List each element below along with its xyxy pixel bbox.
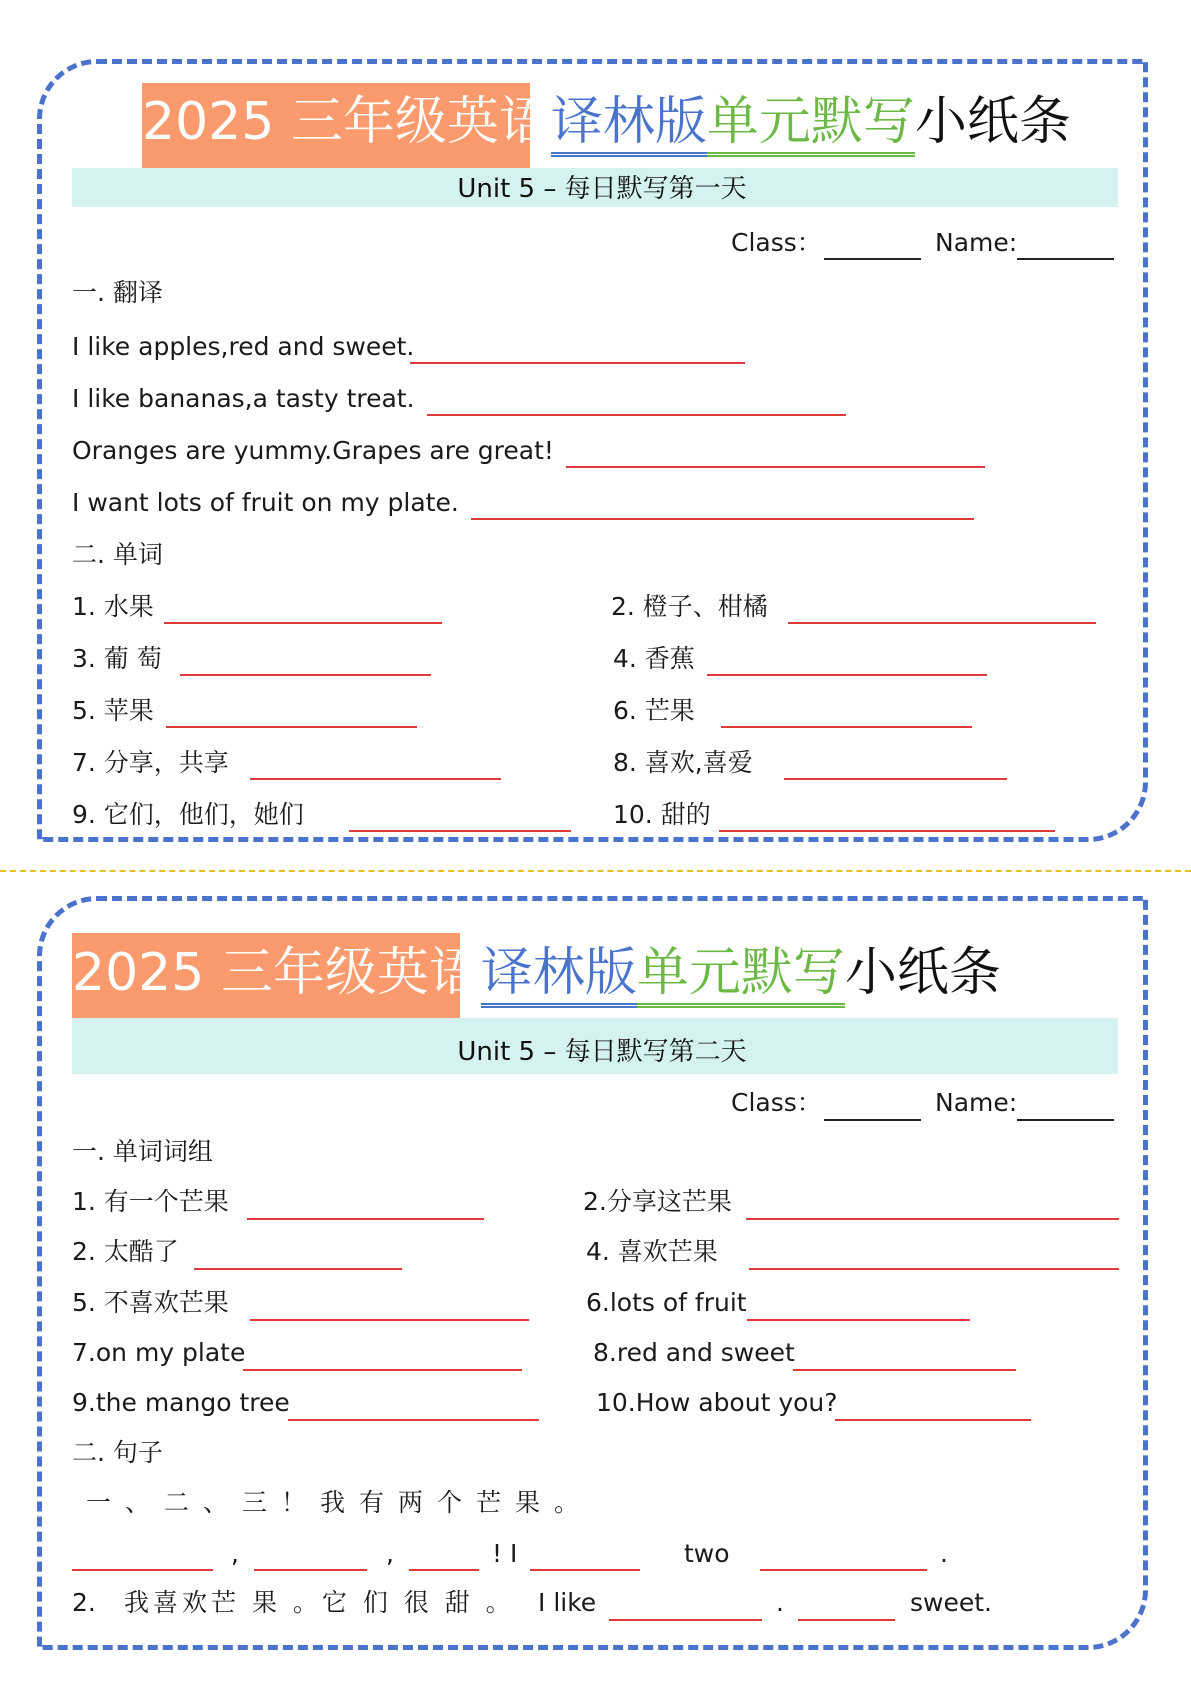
class-label: Class： — [731, 1088, 822, 1117]
title-slip: 小纸条 — [914, 92, 1071, 152]
section-heading-sentences: 二. 句子 — [72, 1438, 163, 1467]
translate-item-1: I like apples,red and sweet. — [72, 332, 415, 361]
phrase-item-4: 4. 喜欢芒果 — [586, 1237, 718, 1266]
answer-line[interactable] — [471, 518, 974, 520]
phrase-item-5: 5. 不喜欢芒果 — [72, 1288, 229, 1317]
word-item-8: 8. 喜欢,喜爱 — [613, 748, 753, 777]
answer-line[interactable] — [166, 726, 417, 728]
section-heading-phrases: 一. 单词词组 — [72, 1137, 213, 1166]
phrase-item-10: 10.How about you? — [596, 1388, 838, 1417]
answer-line[interactable] — [760, 1569, 927, 1571]
name-label: Name: — [935, 228, 1018, 257]
name-field[interactable] — [1017, 1119, 1114, 1121]
answer-line[interactable] — [798, 1619, 895, 1621]
answer-line[interactable] — [250, 1319, 529, 1321]
answer-line[interactable] — [530, 1569, 640, 1571]
answer-line[interactable] — [749, 1268, 1119, 1270]
word-item-4: 4. 香蕉 — [613, 644, 695, 673]
translate-item-4: I want lots of fruit on my plate. — [72, 488, 459, 517]
translate-item-3: Oranges are yummy.Grapes are great! — [72, 436, 554, 465]
answer-line[interactable] — [180, 674, 431, 676]
title-year-grade: 2025 三年级英语 — [142, 92, 551, 152]
class-field[interactable] — [824, 258, 921, 260]
sentence-2-number: 2. — [72, 1588, 96, 1617]
word-item-7: 7. 分享，共享 — [72, 748, 229, 777]
word-item-2: 2. 橙子、柑橘 — [611, 592, 768, 621]
word-item-10: 10. 甜的 — [613, 800, 711, 829]
phrase-item-8: 8.red and sweet — [593, 1338, 795, 1367]
word-item-1: 1. 水果 — [72, 592, 154, 621]
sentence-1-chinese: 一、二、三！我有两个芒果。 — [86, 1488, 594, 1517]
cut-line — [0, 870, 1191, 872]
answer-line[interactable] — [566, 466, 985, 468]
answer-line[interactable] — [194, 1268, 402, 1270]
sentence-2-period: . — [776, 1588, 784, 1617]
answer-line[interactable] — [349, 830, 571, 832]
answer-line[interactable] — [247, 1218, 484, 1220]
answer-line[interactable] — [427, 414, 846, 416]
word-item-3: 3. 葡 萄 — [72, 644, 162, 673]
answer-line[interactable] — [788, 622, 1096, 624]
class-field[interactable] — [824, 1119, 921, 1121]
answer-line[interactable] — [835, 1419, 1031, 1421]
title-edition: 译林版 — [481, 943, 637, 1008]
title-year-grade: 2025 三年级英语 — [72, 943, 481, 1003]
sentence-1-two: two — [684, 1539, 730, 1568]
section-heading-translate: 一. 翻译 — [72, 278, 163, 307]
phrase-item-9: 9.the mango tree — [72, 1388, 290, 1417]
answer-line[interactable] — [747, 1319, 970, 1321]
answer-line[interactable] — [164, 622, 442, 624]
name-field[interactable] — [1017, 258, 1114, 260]
answer-line[interactable] — [288, 1419, 539, 1421]
page-title — [142, 92, 1071, 152]
sentence-1-exclaim: ! I — [492, 1539, 518, 1568]
phrase-item-7: 7.on my plate — [72, 1338, 246, 1367]
section-heading-words: 二. 单词 — [72, 540, 163, 569]
answer-line[interactable] — [250, 778, 501, 780]
phrase-item-3: 2. 太酷了 — [72, 1237, 179, 1266]
page-title — [72, 943, 1001, 1003]
phrase-item-6: 6.lots of fruit — [586, 1288, 747, 1317]
answer-line[interactable] — [793, 1369, 1016, 1371]
title-unit-dictation: 单元默写 — [637, 943, 845, 1008]
title-edition: 译林版 — [551, 92, 707, 157]
answer-line[interactable] — [410, 362, 745, 364]
phrase-item-2: 2.分享这芒果 — [583, 1187, 732, 1216]
answer-line[interactable] — [609, 1619, 762, 1621]
class-label: Class： — [731, 228, 822, 257]
word-item-5: 5. 苹果 — [72, 696, 154, 725]
name-label: Name: — [935, 1088, 1018, 1117]
title-unit-dictation: 单元默写 — [707, 92, 915, 157]
word-item-6: 6. 芒果 — [613, 696, 695, 725]
answer-line[interactable] — [746, 1218, 1119, 1220]
answer-line[interactable] — [721, 726, 972, 728]
title-slip: 小纸条 — [844, 943, 1001, 1003]
translate-item-2: I like bananas,a tasty treat. — [72, 384, 415, 413]
day2-subtitle: Unit 5 – 每日默写第二天 — [457, 1037, 747, 1067]
answer-line[interactable] — [409, 1569, 479, 1571]
answer-line[interactable] — [784, 778, 1007, 780]
sentence-1-comma: , — [386, 1539, 394, 1568]
sentence-1-period: . — [940, 1539, 948, 1568]
phrase-item-1: 1. 有一个芒果 — [72, 1187, 229, 1216]
sentence-1-comma: , — [231, 1539, 239, 1568]
sentence-2-sweet: sweet. — [910, 1588, 992, 1617]
answer-line[interactable] — [243, 1369, 522, 1371]
answer-line[interactable] — [707, 674, 987, 676]
word-item-9: 9. 它们，他们，她们 — [72, 800, 304, 829]
answer-line[interactable] — [72, 1569, 213, 1571]
sentence-2-i-like: I like — [538, 1588, 597, 1617]
sentence-2-chinese: 我喜欢芒 果 。它 们 很 甜 。 — [124, 1588, 515, 1617]
answer-line[interactable] — [719, 830, 1055, 832]
answer-line[interactable] — [254, 1569, 367, 1571]
day1-subtitle: Unit 5 – 每日默写第一天 — [457, 174, 747, 204]
